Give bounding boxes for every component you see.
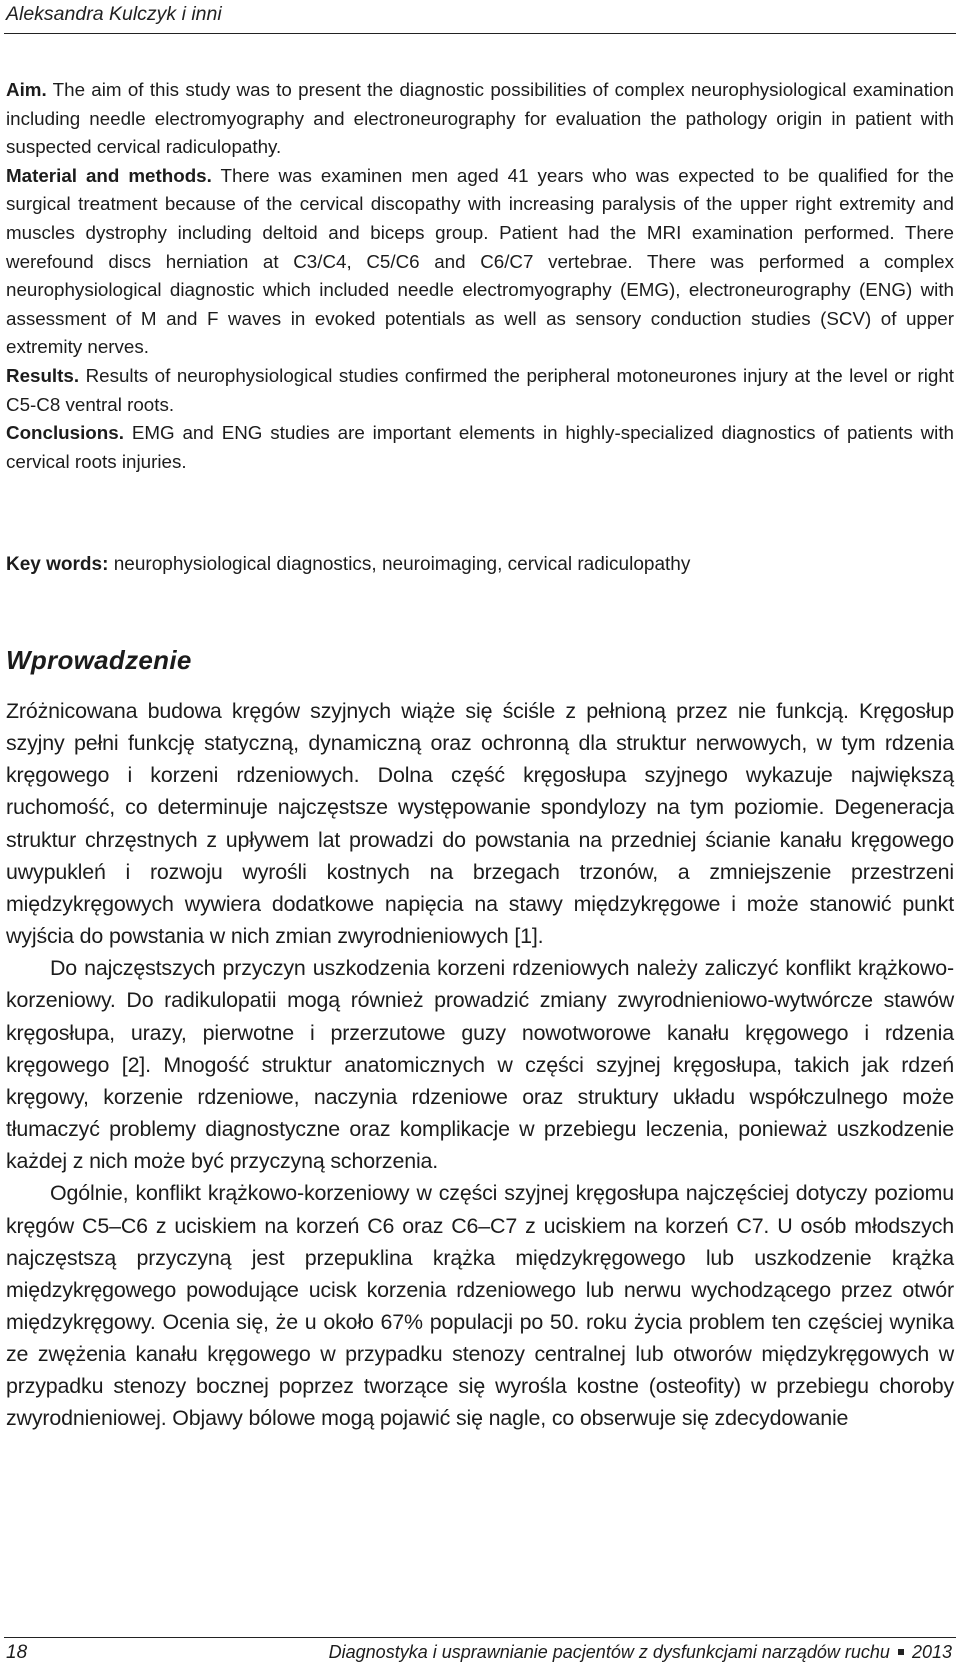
page-number: 18 — [6, 1642, 28, 1663]
aim-text: The aim of this study was to present the diagnostic possibilities of complex neurophysiological examination including needle electromyography and electroneurography for evaluation the pathology origin in patient with suspected cervical radiculopathy. — [6, 79, 954, 158]
aim-label: Aim. — [6, 79, 47, 100]
journal-title: Diagnostyka i usprawnianie pacjentów z dysfunkcjami narządów ruchu — [328, 1642, 890, 1662]
methods-label: Material and methods. — [6, 164, 212, 186]
methods-text: There was examinen men aged 41 years who was expected to be qualified for the surgical treatment because of the cervical discopathy with increasing paralysis of the upper right extremity and muscles dystrophy including deltoid and biceps group. Patient had the MRI examination performed. There werefound discs herniation at C3/C4, C5/C6 and C6/C7 vertebrae. There was performed a complex neurophysiological diagnostic which included needle electromyography (EMG), electroneurography (ENG) with assessment of M and F waves in evoked potentials as well as sensory conduction studies (SCV) of upper extremity nerves. — [6, 164, 954, 358]
separator-square-icon — [898, 1649, 904, 1655]
header-rule — [4, 33, 956, 34]
results-label: Results. — [6, 364, 80, 386]
journal-footer — [329, 1642, 952, 1663]
running-head-authors: Aleksandra Kulczyk i inni — [6, 3, 222, 25]
abstract-methods — [6, 162, 954, 362]
body-paragraph: Zróżnicowana budowa kręgów szyjnych wiąże się ściśle z pełnioną przez nie funkcją. Kręgosłup szyjny pełni funkcję statyczną, dynamiczną oraz ochronną dla struktur nerwowych, w tym rdzenia kręgowego i korzeni rdzeniowych. Dolna część kręgosłupa szyjnego wykazuje największą ruchomość, co determinuje najczęstsze występowanie spondylozy na tym poziomie. Degeneracja struktur chrzęstnych z upływem lat prowadzi do powstania na przedniej ścianie kanału kręgowego uwypukleń i rozwoju wyrośli kostnych na brzegach trzonów, a zmniejszenie przestrzeni międzykręgowych wywiera dodatkowe napięcia na stawy międzykręgowe i może stanowić punkt wyjścia do powstania w nich zmian zwyrodnieniowych [1]. — [6, 699, 954, 949]
abstract-results — [6, 362, 954, 419]
keywords — [6, 551, 954, 579]
conclusions-label: Conclusions. — [6, 422, 124, 444]
footer-rule — [4, 1637, 956, 1638]
conclusions-text: EMG and ENG studies are important elements in highly-specialized diagnostics of patients with cervical roots injuries. — [6, 422, 955, 472]
body-paragraph: Do najczęstszych przyczyn uszkodzenia korzeni rdzeniowych należy zaliczyć konflikt krążkowo-korzeniowy. Do radikulopatii mogą również prowadzić zmiany zwyrodnieniowo-wytwórcze stawów kręgosłupa, urazy, pierwotne i przerzutowe guzy nowotworowe kanału kręgowego i rdzenia kręgowego [2]. Mnogość struktur anatomicznych w części szyjnej kręgosłupa, takich jak rdzeń kręgowy, korzenie rdzeniowe, naczynia rdzeniowe oraz struktury układu współczulnego może tłumaczyć problemy diagnostyczne oraz komplikacje w przebiegu leczenia, ponieważ uszkodzenie każdej z nich może być przyczyną schorzenia. — [6, 956, 954, 1174]
body-paragraph: Ogólnie, konflikt krążkowo-korzeniowy w części szyjnej kręgosłupa najczęściej dotyczy poziomu kręgów C5–C6 z uciskiem na korzeń C6 oraz C6–C7 z uciskiem na korzeń C7. U osób młodszych najczęstszą przyczyną jest przepuklina krążka międzykręgowego lub uszkodzenie krążka międzykręgowego powodujące ucisk korzenia rdzeniowego lub nerwu wychodzącego przez otwór międzykręgowy. Ocenia się, że u około 67% populacji po 50. roku życia problem ten częściej wynika ze zwężenia kanału kręgowego w przypadku stenozy centralnej lub otworów międzykręgowych w przypadku stenozy bocznej poprzez tworzące się wyrośla kostne (osteofity) w przebiegu choroby zwyrodnieniowej. Objawy bólowe mogą pojawić się nagle, co obserwuje się zdecydowanie — [6, 1181, 954, 1431]
section-title: Wprowadzenie — [6, 645, 192, 675]
keywords-label: Key words: — [6, 554, 109, 575]
results-text: Results of neurophysiological studies confirmed the peripheral motoneurones injury at the level or right C5-C8 ventral roots. — [6, 364, 954, 415]
abstract-conclusions — [6, 419, 954, 476]
abstract — [6, 76, 954, 476]
section-body — [6, 695, 954, 1435]
keywords-text: neurophysiological diagnostics, neuroimaging, cervical radiculopathy — [113, 554, 691, 575]
abstract-aim — [6, 76, 954, 162]
journal-year: 2013 — [911, 1642, 952, 1662]
